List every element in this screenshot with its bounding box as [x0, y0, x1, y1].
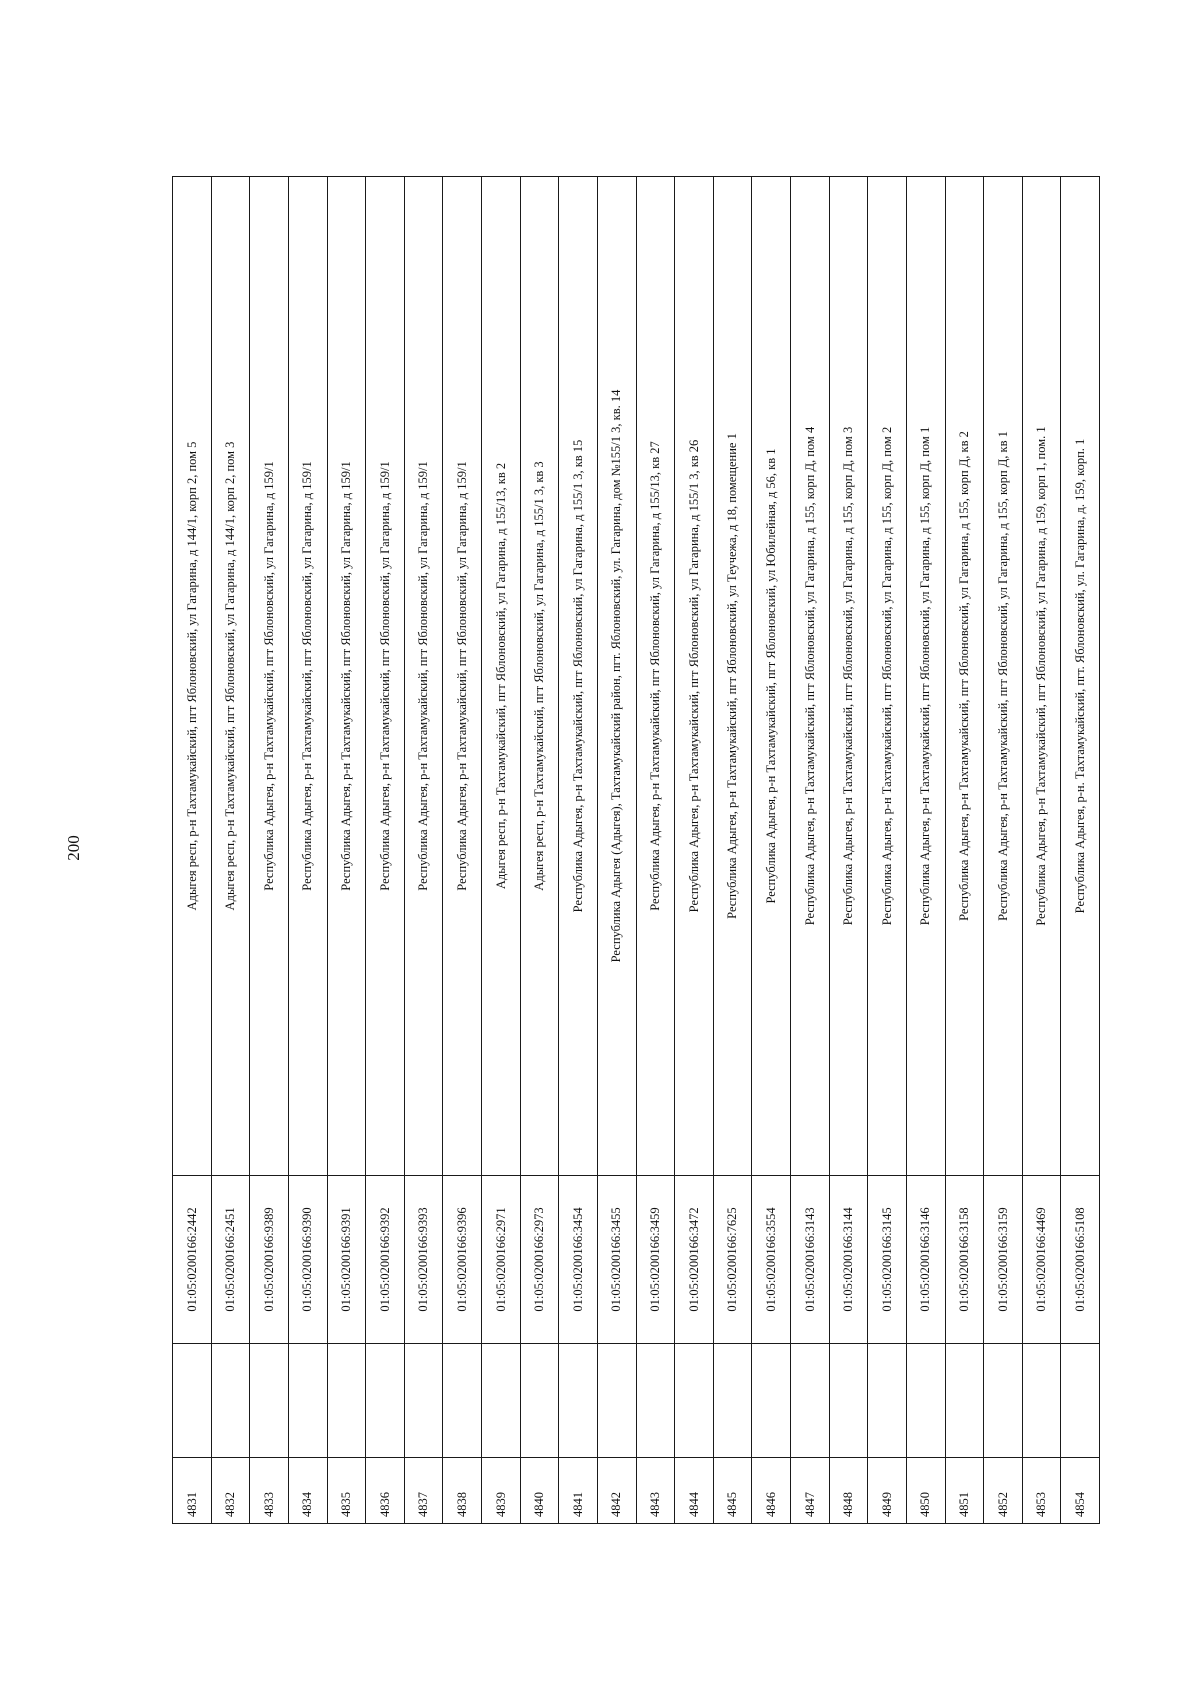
- table-row: [752, 177, 791, 1524]
- row-number-cell: 4849: [868, 1458, 907, 1524]
- address-cell: Республика Адыгея, р-н Тахтамукайский, пгт Яблоновский, ул Гагарина, д 155/13, кв 27: [636, 177, 675, 1176]
- registry-table-body: [173, 177, 1100, 1524]
- cadastral-number-cell: 01:05:0200166:3459: [636, 1176, 675, 1344]
- empty-cell: [906, 1344, 945, 1458]
- address-cell: Республика Адыгея, р-н Тахтамукайский, пгт Яблоновский, ул Гагарина, д 159, корп 1, пом. 1: [1022, 177, 1061, 1176]
- table-row: [945, 177, 984, 1524]
- empty-cell: [327, 1344, 366, 1458]
- row-number-cell: 4847: [791, 1458, 830, 1524]
- row-number-cell: 4854: [1061, 1458, 1100, 1524]
- empty-cell: [752, 1344, 791, 1458]
- row-number-cell: 4831: [173, 1458, 212, 1524]
- address-cell: Адыгея респ, р-н Тахтамукайский, пгт Яблоновский, ул Гагарина, д 155/13, кв 2: [482, 177, 521, 1176]
- table-row: [173, 177, 212, 1524]
- row-number-cell: 4844: [675, 1458, 714, 1524]
- row-number-cell: 4851: [945, 1458, 984, 1524]
- empty-cell: [443, 1344, 482, 1458]
- cadastral-number-cell: 01:05:0200166:7625: [713, 1176, 752, 1344]
- cadastral-number-cell: 01:05:0200166:3145: [868, 1176, 907, 1344]
- address-cell: Республика Адыгея, р-н Тахтамукайский, пгт Яблоновский, ул Гагарина, д 155, корп Д, кв 2: [945, 177, 984, 1176]
- cadastral-number-cell: 01:05:0200166:2451: [211, 1176, 250, 1344]
- address-cell: Республика Адыгея, р-н Тахтамукайский, пгт Яблоновский, ул Гагарина, д 159/1: [366, 177, 405, 1176]
- table-row: [597, 177, 636, 1524]
- empty-cell: [366, 1344, 405, 1458]
- cadastral-number-cell: 01:05:0200166:9392: [366, 1176, 405, 1344]
- row-number-cell: 4853: [1022, 1458, 1061, 1524]
- empty-cell: [1061, 1344, 1100, 1458]
- table-row: [636, 177, 675, 1524]
- empty-cell: [250, 1344, 289, 1458]
- address-cell: Республика Адыгея (Адыгея), Тахтамукайский район, пгт. Яблоновский, ул. Гагарина, дом №155/1 3, кв. 14: [597, 177, 636, 1176]
- row-number-cell: 4834: [288, 1458, 327, 1524]
- registry-table-container: [172, 177, 1100, 1524]
- empty-cell: [173, 1344, 212, 1458]
- row-number-cell: 4840: [520, 1458, 559, 1524]
- address-cell: Республика Адыгея, р-н Тахтамукайский, пгт Яблоновский, ул Гагарина, д 155, корп Д, кв 1: [984, 177, 1023, 1176]
- address-cell: Республика Адыгея, р-н Тахтамукайский, пгт Яблоновский, ул Гагарина, д 159/1: [404, 177, 443, 1176]
- row-number-cell: 4846: [752, 1458, 791, 1524]
- empty-cell: [597, 1344, 636, 1458]
- row-number-cell: 4839: [482, 1458, 521, 1524]
- row-number-cell: 4852: [984, 1458, 1023, 1524]
- address-cell: Республика Адыгея, р-н Тахтамукайский, пгт Яблоновский, ул Гагарина, д 159/1: [288, 177, 327, 1176]
- address-cell: Республика Адыгея, р-н Тахтамукайский, пгт Яблоновский, ул Гагарина, д 155, корп Д, пом 1: [906, 177, 945, 1176]
- table-row: [984, 177, 1023, 1524]
- empty-cell: [288, 1344, 327, 1458]
- address-cell: Адыгея респ, р-н Тахтамукайский, пгт Яблоновский, ул Гагарина, д 144/1, корп 2, пом 3: [211, 177, 250, 1176]
- empty-cell: [713, 1344, 752, 1458]
- registry-table: [172, 176, 1100, 1524]
- table-row: [366, 177, 405, 1524]
- address-cell: Адыгея респ, р-н Тахтамукайский, пгт Яблоновский, ул Гагарина, д 144/1, корп 2, пом 5: [173, 177, 212, 1176]
- address-cell: Республика Адыгея, р-н Тахтамукайский, пгт Яблоновский, ул Гагарина, д 155/1 3, кв 26: [675, 177, 714, 1176]
- table-row: [443, 177, 482, 1524]
- empty-cell: [211, 1344, 250, 1458]
- row-number-cell: 4837: [404, 1458, 443, 1524]
- cadastral-number-cell: 01:05:0200166:3158: [945, 1176, 984, 1344]
- cadastral-number-cell: 01:05:0200166:3159: [984, 1176, 1023, 1344]
- row-number-cell: 4842: [597, 1458, 636, 1524]
- address-cell: Адыгея респ, р-н Тахтамукайский, пгт Яблоновский, ул Гагарина, д 155/1 3, кв 3: [520, 177, 559, 1176]
- empty-cell: [945, 1344, 984, 1458]
- address-cell: Республика Адыгея, р-н Тахтамукайский, пгт Яблоновский, ул Гагарина, д 155, корп Д, пом 4: [791, 177, 830, 1176]
- empty-cell: [791, 1344, 830, 1458]
- row-number-cell: 4833: [250, 1458, 289, 1524]
- empty-cell: [1022, 1344, 1061, 1458]
- cadastral-number-cell: 01:05:0200166:9396: [443, 1176, 482, 1344]
- page-number: 200: [64, 835, 83, 861]
- table-row: [868, 177, 907, 1524]
- empty-cell: [984, 1344, 1023, 1458]
- empty-cell: [520, 1344, 559, 1458]
- table-row: [906, 177, 945, 1524]
- cadastral-number-cell: 01:05:0200166:3143: [791, 1176, 830, 1344]
- empty-cell: [559, 1344, 598, 1458]
- table-row: [559, 177, 598, 1524]
- cadastral-number-cell: 01:05:0200166:3455: [597, 1176, 636, 1344]
- table-row: [288, 177, 327, 1524]
- address-cell: Республика Адыгея, р-н Тахтамукайский, пгт Яблоновский, ул Гагарина, д 159/1: [327, 177, 366, 1176]
- table-row: [404, 177, 443, 1524]
- address-cell: Республика Адыгея, р-н Тахтамукайский, пгт Яблоновский, ул Гагарина, д 155, корп Д, пом 2: [868, 177, 907, 1176]
- address-cell: Республика Адыгея, р-н. Тахтамукайский, пгт. Яблоновский, ул. Гагарина, д. 159, корп. 1: [1061, 177, 1100, 1176]
- empty-cell: [868, 1344, 907, 1458]
- table-row: [1022, 177, 1061, 1524]
- cadastral-number-cell: 01:05:0200166:9391: [327, 1176, 366, 1344]
- empty-cell: [675, 1344, 714, 1458]
- cadastral-number-cell: 01:05:0200166:3554: [752, 1176, 791, 1344]
- address-cell: Республика Адыгея, р-н Тахтамукайский, пгт Яблоновский, ул Гагарина, д 155/1 3, кв 15: [559, 177, 598, 1176]
- empty-cell: [829, 1344, 868, 1458]
- row-number-cell: 4841: [559, 1458, 598, 1524]
- table-row: [1061, 177, 1100, 1524]
- row-number-cell: 4832: [211, 1458, 250, 1524]
- cadastral-number-cell: 01:05:0200166:2973: [520, 1176, 559, 1344]
- address-cell: Республика Адыгея, р-н Тахтамукайский, пгт Яблоновский, ул Юбилейная, д 56, кв 1: [752, 177, 791, 1176]
- cadastral-number-cell: 01:05:0200166:3144: [829, 1176, 868, 1344]
- row-number-cell: 4850: [906, 1458, 945, 1524]
- table-row: [327, 177, 366, 1524]
- table-row: [250, 177, 289, 1524]
- table-row: [675, 177, 714, 1524]
- cadastral-number-cell: 01:05:0200166:9389: [250, 1176, 289, 1344]
- row-number-cell: 4835: [327, 1458, 366, 1524]
- table-row: [791, 177, 830, 1524]
- table-row: [482, 177, 521, 1524]
- table-row: [713, 177, 752, 1524]
- row-number-cell: 4848: [829, 1458, 868, 1524]
- cadastral-number-cell: 01:05:0200166:9393: [404, 1176, 443, 1344]
- cadastral-number-cell: 01:05:0200166:3472: [675, 1176, 714, 1344]
- cadastral-number-cell: 01:05:0200166:2971: [482, 1176, 521, 1344]
- row-number-cell: 4838: [443, 1458, 482, 1524]
- cadastral-number-cell: 01:05:0200166:4469: [1022, 1176, 1061, 1344]
- address-cell: Республика Адыгея, р-н Тахтамукайский, пгт Яблоновский, ул Гагарина, д 159/1: [250, 177, 289, 1176]
- row-number-cell: 4843: [636, 1458, 675, 1524]
- row-number-cell: 4845: [713, 1458, 752, 1524]
- empty-cell: [636, 1344, 675, 1458]
- row-number-cell: 4836: [366, 1458, 405, 1524]
- cadastral-number-cell: 01:05:0200166:3454: [559, 1176, 598, 1344]
- cadastral-number-cell: 01:05:0200166:9390: [288, 1176, 327, 1344]
- cadastral-number-cell: 01:05:0200166:5108: [1061, 1176, 1100, 1344]
- address-cell: Республика Адыгея, р-н Тахтамукайский, пгт Яблоновский, ул Гагарина, д 159/1: [443, 177, 482, 1176]
- address-cell: Республика Адыгея, р-н Тахтамукайский, пгт Яблоновский, ул Гагарина, д 155, корп Д, пом 3: [829, 177, 868, 1176]
- cadastral-number-cell: 01:05:0200166:2442: [173, 1176, 212, 1344]
- empty-cell: [404, 1344, 443, 1458]
- cadastral-number-cell: 01:05:0200166:3146: [906, 1176, 945, 1344]
- address-cell: Республика Адыгея, р-н Тахтамукайский, пгт Яблоновский, ул Теучежа, д 18, помещение 1: [713, 177, 752, 1176]
- empty-cell: [482, 1344, 521, 1458]
- table-row: [211, 177, 250, 1524]
- table-row: [520, 177, 559, 1524]
- table-row: [829, 177, 868, 1524]
